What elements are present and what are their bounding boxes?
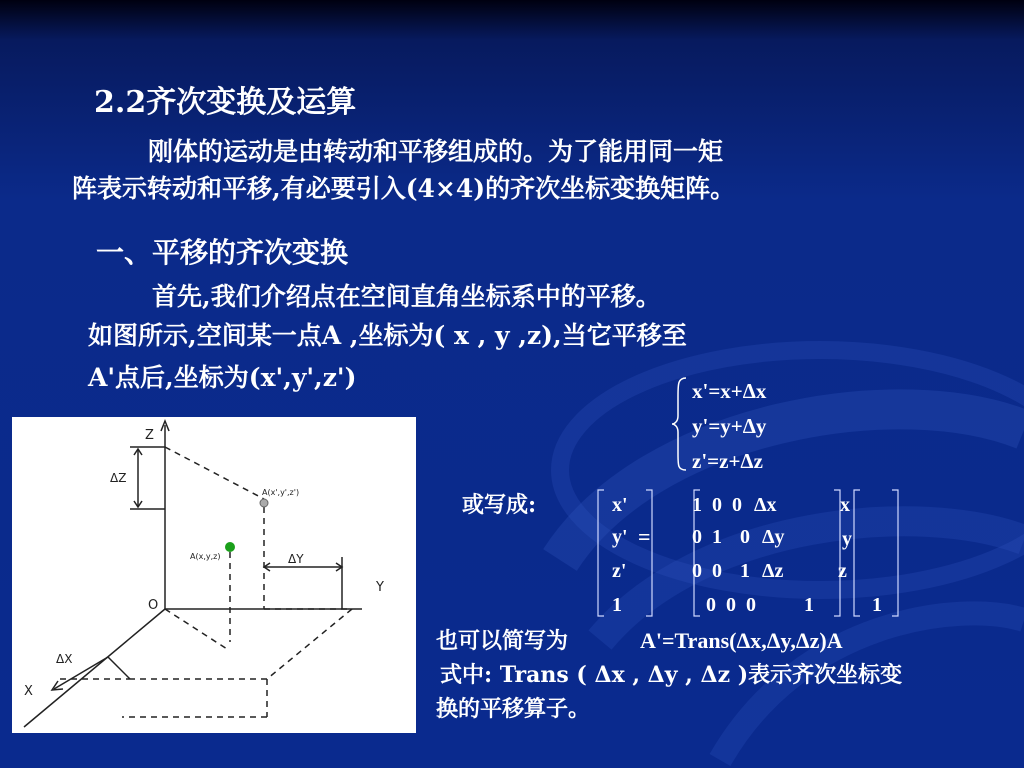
- matrix-cell-1-3: Δy: [762, 526, 785, 548]
- matrix-cell-0-3: Δx: [754, 494, 777, 516]
- matrix-cell-2-2: 1: [740, 560, 750, 582]
- note-line-2: 换的平移算子。: [436, 696, 591, 722]
- matrix-intro: 或写成:: [462, 492, 537, 518]
- rhs-vector-1: y: [842, 528, 852, 550]
- intro-line-1: 刚体的运动是由转动和平移组成的。为了能用同一矩: [148, 137, 724, 166]
- point-a-marker: [225, 542, 235, 552]
- lhs-vector-1: y': [612, 526, 628, 548]
- note-line-1: 式中: Trans ( Δx , Δy , Δz )表示齐次坐标变: [440, 662, 903, 688]
- matrix-cell-0-2: 0: [732, 494, 742, 516]
- para-line-1: 首先,我们介绍点在空间直角坐标系中的平移。: [152, 282, 661, 311]
- equation-z: z'=z+Δz: [692, 449, 763, 473]
- translation-diagram: [12, 417, 416, 733]
- matrix-cell-0-0: 1: [692, 494, 702, 516]
- delta-y-label: ΔY: [288, 552, 304, 566]
- matrix-cell-3-1: 0: [726, 594, 736, 616]
- matrix-cell-1-1: 1: [712, 526, 722, 548]
- lhs-vector-3: 1: [612, 594, 622, 616]
- section-heading: 一、平移的齐次变换: [96, 236, 349, 269]
- delta-z-label: ΔZ: [110, 471, 127, 485]
- point-a-label: A(x,y,z): [190, 552, 221, 561]
- y-axis-label: Y: [376, 580, 384, 595]
- point-a-prime-label: A(x',y',z'): [262, 488, 300, 497]
- z-axis-label: Z: [145, 428, 154, 443]
- diagram-svg: [12, 417, 416, 733]
- matrix-cell-2-0: 0: [692, 560, 702, 582]
- matrix-cell-1-2: 0: [740, 526, 750, 548]
- slide-title: 2.2齐次变换及运算: [94, 85, 357, 120]
- matrix-cell-3-3: 1: [804, 594, 814, 616]
- lhs-vector-0: x': [612, 494, 628, 516]
- point-a-prime-marker: [260, 499, 268, 507]
- origin-label: O: [148, 598, 159, 613]
- rhs-vector-0: x: [840, 494, 850, 516]
- matrix-cell-1-0: 0: [692, 526, 702, 548]
- x-axis-label: X: [24, 684, 33, 699]
- matrix-cell-0-1: 0: [712, 494, 722, 516]
- lhs-vector-2: z': [612, 560, 627, 582]
- matrix-cell-2-3: Δz: [762, 560, 784, 582]
- rhs-vector-3: 1: [872, 594, 882, 616]
- equation-brace: [670, 376, 690, 472]
- matrix-cell-3-2: 0: [746, 594, 756, 616]
- matrix-cell-2-1: 0: [712, 560, 722, 582]
- para-line-3: A'点后,坐标为(x',y',z'): [88, 363, 357, 392]
- intro-line-2: 阵表示转动和平移,有必要引入(4×4)的齐次坐标变换矩阵。: [72, 174, 736, 203]
- rhs-vector-2: z: [838, 560, 847, 582]
- short-form-label: 也可以简写为: [436, 628, 569, 654]
- equation-y: y'=y+Δy: [692, 414, 767, 438]
- short-form-formula: A'=Trans(Δx,Δy,Δz)A: [640, 628, 843, 653]
- para-line-2: 如图所示,空间某一点A ,坐标为( x , y ,z),当它平移至: [88, 321, 687, 350]
- x-axis-line: [24, 609, 165, 727]
- equals-sign: =: [638, 524, 651, 549]
- delta-x-label: ΔX: [56, 652, 73, 666]
- equation-x: x'=x+Δx: [692, 379, 767, 403]
- matrix-cell-3-0: 0: [706, 594, 716, 616]
